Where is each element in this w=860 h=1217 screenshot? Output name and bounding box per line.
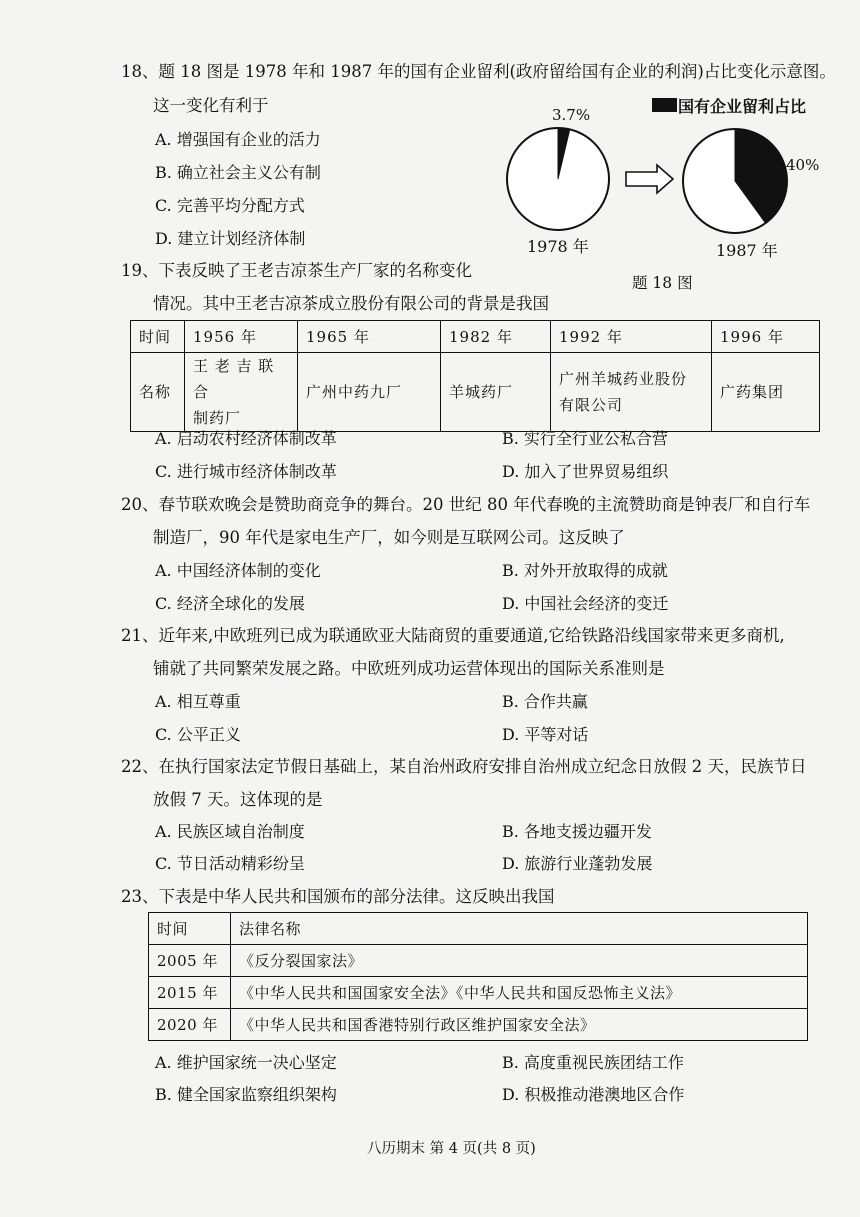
- q21-option-c: C. 公平正义: [155, 725, 241, 744]
- q19-name-line: 王 老 吉 联 合: [193, 357, 275, 401]
- q20-option-c: C. 经济全球化的发展: [155, 594, 305, 613]
- q19-year: 1956 年: [185, 321, 298, 353]
- q18-pie-figure: [495, 90, 825, 275]
- q19-name: [551, 353, 712, 432]
- table-row: [149, 945, 808, 977]
- legend: [652, 97, 806, 116]
- q21-option-b: B. 合作共赢: [502, 692, 588, 711]
- table-row: [149, 913, 808, 945]
- q21-stem-line2: 铺就了共同繁荣发展之路。中欧班列成功运营体现出的国际关系准则是: [153, 659, 665, 678]
- pie-1987-year-label: 1987 年: [716, 241, 778, 260]
- q19-name-line: 广州羊城药业股份: [559, 370, 688, 388]
- q20-stem-line2: 制造厂，90 年代是家电生产厂，如今则是互联网公司。这反映了: [153, 528, 625, 547]
- q19-year: 1992 年: [551, 321, 712, 353]
- q18-option-a: A. 增强国有企业的活力: [155, 130, 321, 149]
- page-footer: 八历期末 第 4 页(共 8 页): [367, 1141, 536, 1157]
- q23-stem: 23、下表是中华人民共和国颁布的部分法律。这反映出我国: [121, 887, 555, 906]
- legend-label: 国有企业留利占比: [678, 97, 807, 116]
- table-row: [149, 977, 808, 1009]
- q23-header-time: 时间: [149, 913, 231, 945]
- q23-table: [148, 912, 808, 1041]
- q23-row-law: 《中华人民共和国国家安全法》《中华人民共和国反恐怖主义法》: [231, 977, 808, 1009]
- q19-year: 1996 年: [712, 321, 820, 353]
- q20-stem-line1: 20、春节联欢晚会是赞助商竞争的舞台。20 世纪 80 年代春晚的主流赞助商是钟表厂和自行车: [121, 495, 811, 514]
- q22-option-b: B. 各地支援边疆开发: [502, 822, 652, 841]
- q20-option-a: A. 中国经济体制的变化: [155, 561, 321, 580]
- q21-stem-line1: 21、近年来,中欧班列已成为联通欧亚大陆商贸的重要通道,它给铁路沿线国家带来更多商机,: [121, 626, 785, 645]
- table-row: [131, 353, 820, 432]
- q19-name: 羊城药厂: [441, 353, 551, 432]
- q23-option-b: B. 高度重视民族团结工作: [502, 1053, 684, 1072]
- q18-option-c: C. 完善平均分配方式: [155, 196, 305, 215]
- q23-row-year: 2005 年: [149, 945, 231, 977]
- right-arrow-icon: [626, 165, 673, 193]
- pie-1978-slice-label: 3.7%: [552, 106, 591, 124]
- q20-option-b: B. 对外开放取得的成就: [502, 561, 668, 580]
- q19-stem-line1: 19、下表反映了王老吉凉茶生产厂家的名称变化: [121, 261, 472, 280]
- arrow: [626, 165, 673, 193]
- q23-row-law: 《中华人民共和国香港特别行政区维护国家安全法》: [231, 1009, 808, 1041]
- q23-option-c: B. 健全国家监察组织架构: [155, 1085, 337, 1104]
- q23-header-law: 法律名称: [231, 913, 808, 945]
- q22-option-d: D. 旅游行业蓬勃发展: [502, 854, 653, 873]
- q23-row-year: 2015 年: [149, 977, 231, 1009]
- q22-option-c: C. 节日活动精彩纷呈: [155, 854, 305, 873]
- table-row: [131, 321, 820, 353]
- q19-name-line: 有限公司: [559, 396, 624, 414]
- q18-option-d: D. 建立计划经济体制: [155, 229, 306, 248]
- q19-table: [130, 320, 820, 432]
- q22-option-a: A. 民族区域自治制度: [155, 822, 305, 841]
- q19-option-c: C. 进行城市经济体制改革: [155, 462, 337, 481]
- q19-name: [185, 353, 298, 432]
- q21-option-d: D. 平等对话: [502, 725, 589, 744]
- pie-1987: [683, 129, 819, 260]
- q20-option-d: D. 中国社会经济的变迁: [502, 594, 669, 613]
- q23-row-year: 2020 年: [149, 1009, 231, 1041]
- q21-option-a: A. 相互尊重: [155, 692, 241, 711]
- q19-name: 广州中药九厂: [298, 353, 441, 432]
- q23-row-law: 《反分裂国家法》: [231, 945, 808, 977]
- q18-option-b: B. 确立社会主义公有制: [155, 163, 321, 182]
- pie-1978: [507, 106, 609, 256]
- q19-stem-line2: 情况。其中王老吉凉茶成立股份有限公司的背景是我国: [153, 294, 549, 313]
- q22-stem-line2: 放假 7 天。这体现的是: [153, 790, 323, 809]
- q19-option-b: B. 实行全行业公私合营: [502, 429, 668, 448]
- legend-swatch: [652, 98, 677, 112]
- pie-1987-slice-label: 40%: [786, 156, 820, 174]
- q19-year: 1965 年: [298, 321, 441, 353]
- q18-stem-line1: 18、题 18 图是 1978 年和 1987 年的国有企业留利(政府留给国有企业的利润)占比变化示意图。: [121, 62, 836, 81]
- q19-name: 广药集团: [712, 353, 820, 432]
- q19-option-a: A. 启动农村经济体制改革: [155, 429, 337, 448]
- table-row: [149, 1009, 808, 1041]
- q18-figure-caption: 题 18 图: [632, 274, 693, 292]
- q18-stem-line2: 这一变化有利于: [153, 96, 269, 115]
- q19-name-line: 制药厂: [193, 409, 242, 427]
- q19-name-label: 名称: [131, 353, 185, 432]
- q23-option-a: A. 维护国家统一决心坚定: [155, 1053, 337, 1072]
- q22-stem-line1: 22、在执行国家法定节假日基础上，某自治州政府安排自治州成立纪念日放假 2 天，民族节日: [121, 757, 807, 776]
- pie-1978-year-label: 1978 年: [527, 237, 589, 256]
- q19-year: 1982 年: [441, 321, 551, 353]
- q19-time-label: 时间: [131, 321, 185, 353]
- q23-option-d: D. 积极推动港澳地区合作: [502, 1085, 685, 1104]
- q19-option-d: D. 加入了世界贸易组织: [502, 462, 669, 481]
